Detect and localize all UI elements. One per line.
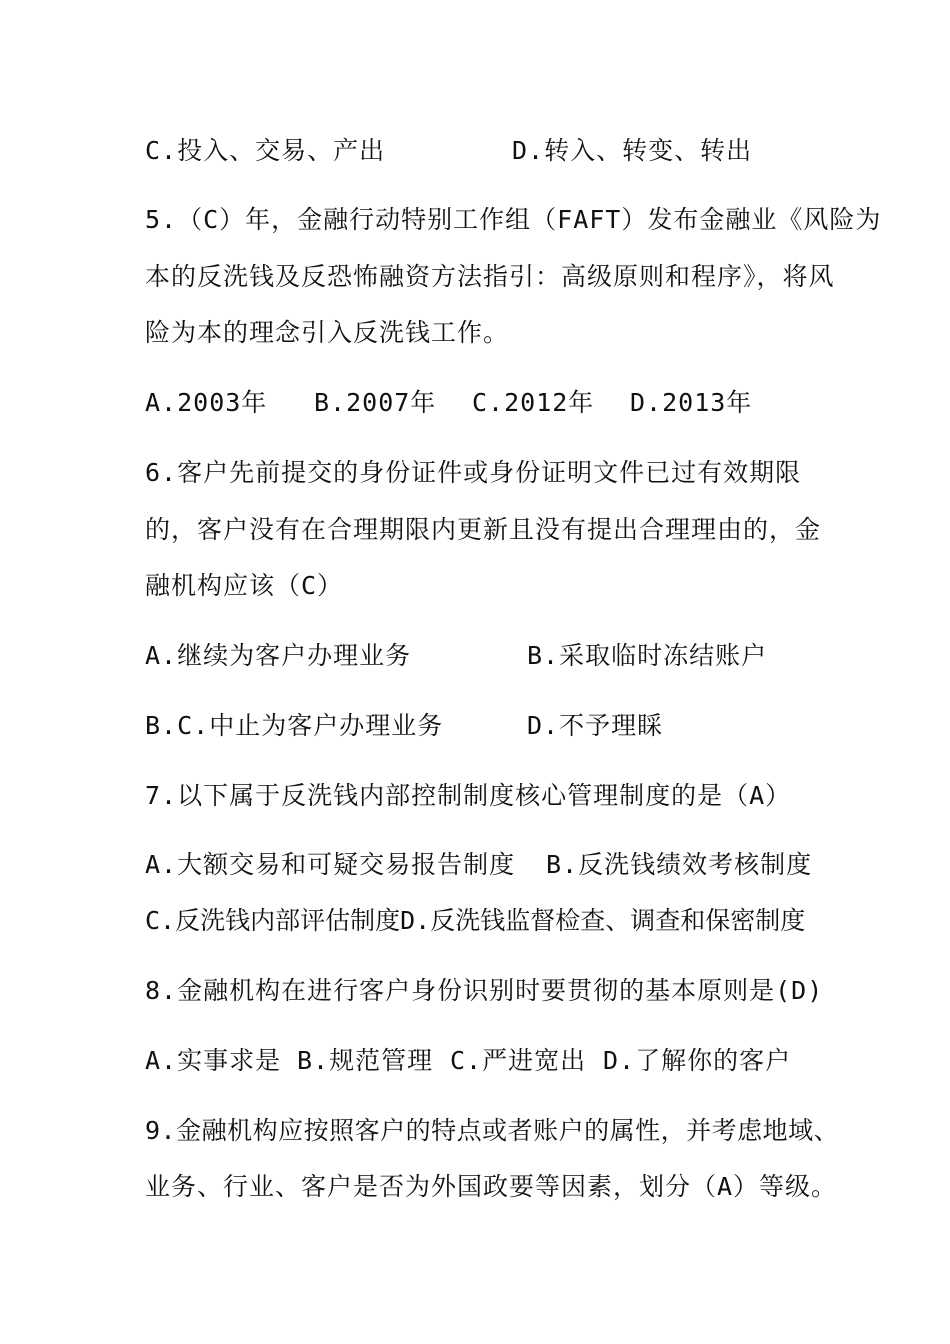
q5-text-line-2: 本的反洗钱及反恐怖融资方法指引：高级原则和程序》，将风	[145, 262, 835, 291]
q5-text-line-3: 险为本的理念引入反洗钱工作。	[145, 318, 510, 347]
q7-option-a: A.大额交易和可疑交易报告制度	[145, 850, 516, 879]
q7-option-b: B.反洗钱绩效考核制度	[546, 850, 813, 879]
q8-text-line-1: 8.金融机构在进行客户身份识别时要贯彻的基本原则是(D)	[145, 976, 824, 1005]
q8-option-c: C.严进宽出	[450, 1046, 587, 1075]
q6-option-c: B.C.中止为客户办理业务	[145, 711, 444, 740]
q6-option-b: B.采取临时冻结账户	[527, 641, 768, 670]
q6-text-line-1: 6.客户先前提交的身份证件或身份证明文件已过有效期限	[145, 458, 802, 487]
q5-option-d: D.2013年	[630, 388, 753, 417]
q8-option-a: A.实事求是	[145, 1046, 282, 1075]
q6-text-line-3: 融机构应该（C）	[145, 571, 344, 600]
q7-option-cd: C.反洗钱内部评估制度D.反洗钱监督检查、调查和保密制度	[145, 906, 806, 935]
q5-option-c: C.2012年	[472, 388, 595, 417]
q8-option-d: D.了解你的客户	[603, 1046, 792, 1075]
q6-option-d: D.不予理睬	[527, 711, 664, 740]
q4-option-c: C.投入、交易、产出	[145, 136, 386, 165]
q5-option-b: B.2007年	[314, 388, 437, 417]
q6-text-line-2: 的，客户没有在合理期限内更新且没有提出合理理由的，金	[145, 515, 822, 544]
q5-option-a: A.2003年	[145, 388, 268, 417]
q9-text-line-1: 9.金融机构应按照客户的特点或者账户的属性，并考虑地域、	[145, 1116, 840, 1145]
q8-option-b: B.规范管理	[297, 1046, 434, 1075]
q4-option-d: D.转入、转变、转出	[512, 136, 753, 165]
q7-text-line-1: 7.以下属于反洗钱内部控制制度核心管理制度的是（A）	[145, 781, 792, 810]
q9-text-line-2: 业务、行业、客户是否为外国政要等因素，划分（A）等级。	[145, 1172, 838, 1201]
q6-option-a: A.继续为客户办理业务	[145, 641, 412, 670]
q5-text-line-1: 5.（C）年，金融行动特别工作组（FAFT）发布金融业《风险为	[145, 205, 882, 234]
